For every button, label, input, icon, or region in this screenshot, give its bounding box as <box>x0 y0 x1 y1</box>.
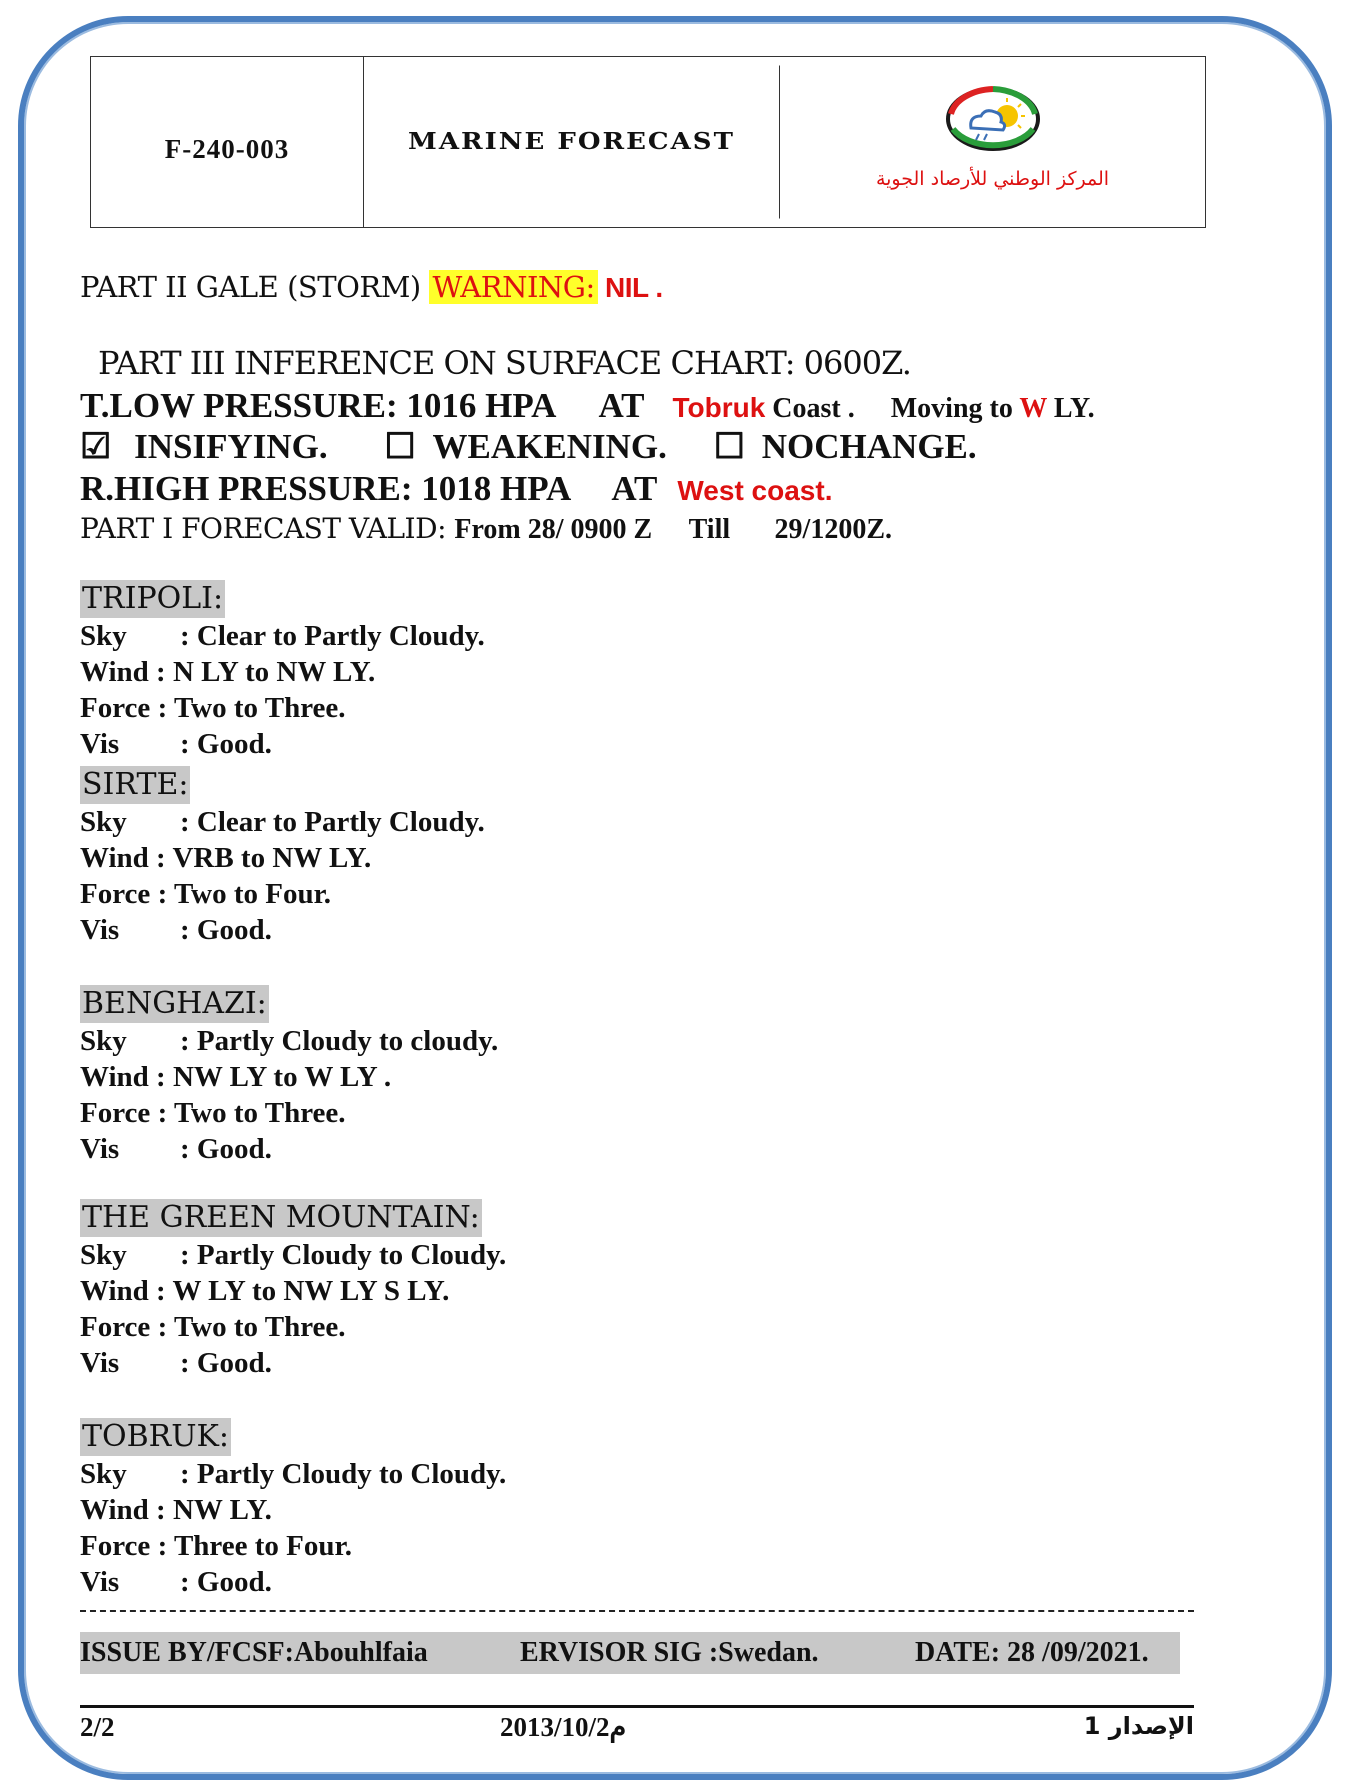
force-row: Force : Two to Four. <box>80 878 332 910</box>
weakening-label: WEAKENING. <box>432 427 667 466</box>
vis-value: Good. <box>196 1566 272 1598</box>
high-pressure-place: West coast. <box>677 475 833 506</box>
wind-value: NW LY. <box>172 1494 272 1526</box>
vis-label: Vis <box>80 1347 120 1379</box>
wind-label: Wind <box>80 1494 149 1526</box>
gale-warning-line <box>80 270 663 304</box>
low-pressure-label: T.LOW PRESSURE: 1016 HPA <box>80 386 557 425</box>
issue-date: DATE: 28 /09/2021. <box>915 1637 1149 1668</box>
sky-label: Sky <box>80 806 127 838</box>
force-row: Force : Two to Three. <box>80 692 346 724</box>
station-block-green-mountain <box>80 1199 506 1381</box>
force-value: Two to Four. <box>173 878 332 910</box>
sky-value: Partly Cloudy to cloudy. <box>196 1025 499 1057</box>
station-block-tobruk <box>80 1418 506 1600</box>
warning-highlight: WARNING: <box>429 270 597 304</box>
organization-block <box>780 57 1205 227</box>
wind-row: Wind : NW LY. <box>80 1494 272 1526</box>
vis-value: Good. <box>196 1133 272 1165</box>
document-header <box>90 56 1206 228</box>
forecast-validity-line <box>80 512 892 546</box>
sky-value: Partly Cloudy to Cloudy. <box>196 1239 507 1271</box>
force-value: Two to Three. <box>173 1311 346 1343</box>
vis-label: Vis <box>80 1133 120 1165</box>
station-name: TOBRUK: <box>82 1419 230 1454</box>
validity-till: 29/1200Z. <box>774 514 893 545</box>
wind-value: NW LY to W LY . <box>172 1061 392 1093</box>
organization-name: المركز الوطني للأرصاد الجوية <box>875 168 1110 190</box>
vis-value: Good. <box>196 1347 272 1379</box>
low-pressure-at: AT <box>598 386 645 425</box>
wind-label: Wind <box>80 1275 149 1307</box>
station-block-benghazi <box>80 985 498 1167</box>
page-number: 2/2 <box>80 1712 115 1742</box>
force-label: Force <box>80 692 151 724</box>
sky-row: Sky : Partly Cloudy to Cloudy. <box>80 1239 507 1271</box>
force-value: Two to Three. <box>173 692 346 724</box>
validity-label: PART I FORECAST VALID: <box>80 512 455 545</box>
moving-prefix: Moving to <box>890 393 1020 424</box>
nochange-label: NOCHANGE. <box>761 427 977 466</box>
form-code: F-240-003 <box>91 57 364 227</box>
sky-row: Sky : Partly Cloudy to cloudy. <box>80 1025 499 1057</box>
version-label: الإصدار 1 <box>1083 1712 1194 1740</box>
sky-label: Sky <box>80 1025 127 1057</box>
intensifying-checkbox[interactable]: ☑ <box>80 427 112 466</box>
document-title: MARINE FORECAST <box>364 66 780 219</box>
vis-row: Vis : Good. <box>80 728 272 760</box>
gale-warning-label: PART II GALE (STORM) <box>80 270 430 304</box>
weakening-checkbox[interactable]: ☐ <box>384 427 416 466</box>
force-row: Force : Two to Three. <box>80 1311 346 1343</box>
sky-value: Clear to Partly Cloudy. <box>196 620 485 652</box>
station-name: SIRTE: <box>82 767 189 802</box>
moving-suffix: LY. <box>1046 393 1095 424</box>
wind-label: Wind <box>80 842 149 874</box>
force-value: Two to Three. <box>173 1097 346 1129</box>
wind-row: Wind : N LY to NW LY. <box>80 656 376 688</box>
sky-label: Sky <box>80 1458 127 1490</box>
dashed-separator <box>80 1610 1194 1612</box>
high-pressure-at: AT <box>611 469 658 508</box>
issued-by: ISSUE BY/FCSF:Abouhlfaia <box>80 1637 428 1668</box>
supervisor-signature: ERVISOR SIG :Swedan. <box>520 1637 819 1668</box>
wind-row: Wind : VRB to NW LY. <box>80 842 372 874</box>
weather-cloud-sun-logo-icon <box>943 84 1043 154</box>
force-value: Three to Four. <box>173 1530 352 1562</box>
vis-label: Vis <box>80 728 120 760</box>
vis-label: Vis <box>80 1566 120 1598</box>
wind-row: Wind : NW LY to W LY . <box>80 1061 392 1093</box>
document-date: 2013/10/2م <box>500 1712 627 1742</box>
low-pressure-place: Tobruk <box>672 392 766 423</box>
wind-label: Wind <box>80 656 149 688</box>
moving-direction: W <box>1019 393 1047 424</box>
footer-rule <box>80 1705 1194 1708</box>
station-name: BENGHAZI: <box>82 986 267 1021</box>
force-row: Force : Two to Three. <box>80 1097 346 1129</box>
wind-row: Wind : W LY to NW LY S LY. <box>80 1275 450 1307</box>
station-name: TRIPOLI: <box>82 581 224 616</box>
force-label: Force <box>80 1530 151 1562</box>
force-label: Force <box>80 1311 151 1343</box>
vis-value: Good. <box>196 914 272 946</box>
vis-row: Vis : Good. <box>80 1133 272 1165</box>
vis-row: Vis : Good. <box>80 1566 272 1598</box>
vis-label: Vis <box>80 914 120 946</box>
force-label: Force <box>80 878 151 910</box>
validity-from: From 28/ 0900 Z <box>454 514 653 545</box>
sky-label: Sky <box>80 620 127 652</box>
force-label: Force <box>80 1097 151 1129</box>
low-pressure-place-suffix: Coast . <box>765 393 855 424</box>
high-pressure-label: R.HIGH PRESSURE: 1018 HPA <box>80 469 572 508</box>
high-pressure-line <box>80 469 832 509</box>
wind-value: W LY to NW LY S LY. <box>172 1275 450 1307</box>
station-name: THE GREEN MOUNTAIN: <box>82 1200 480 1235</box>
warning-value: NIL . <box>597 272 663 303</box>
wind-value: VRB to NW LY. <box>172 842 372 874</box>
sky-row: Sky : Clear to Partly Cloudy. <box>80 620 485 652</box>
validity-till-label: Till <box>688 514 731 545</box>
signature-bar <box>80 1632 1180 1674</box>
vis-row: Vis : Good. <box>80 914 272 946</box>
wind-label: Wind <box>80 1061 149 1093</box>
sky-value: Partly Cloudy to Cloudy. <box>196 1458 507 1490</box>
nochange-checkbox[interactable]: ☐ <box>713 427 746 466</box>
low-pressure-line <box>80 386 1095 426</box>
vis-row: Vis : Good. <box>80 1347 272 1379</box>
station-block-sirte <box>80 766 485 948</box>
sky-row: Sky : Partly Cloudy to Cloudy. <box>80 1458 507 1490</box>
sky-label: Sky <box>80 1239 127 1271</box>
force-row: Force : Three to Four. <box>80 1530 352 1562</box>
intensifying-label: INSIFYING. <box>134 427 328 466</box>
pressure-trend-checks <box>80 427 977 467</box>
surface-chart-heading: PART III INFERENCE ON SURFACE CHART: 0600Z. <box>98 344 911 382</box>
page-footer <box>80 1712 1194 1752</box>
vis-value: Good. <box>196 728 272 760</box>
wind-value: N LY to NW LY. <box>172 656 376 688</box>
sky-value: Clear to Partly Cloudy. <box>196 806 485 838</box>
station-block-tripoli <box>80 580 485 762</box>
sky-row: Sky : Clear to Partly Cloudy. <box>80 806 485 838</box>
